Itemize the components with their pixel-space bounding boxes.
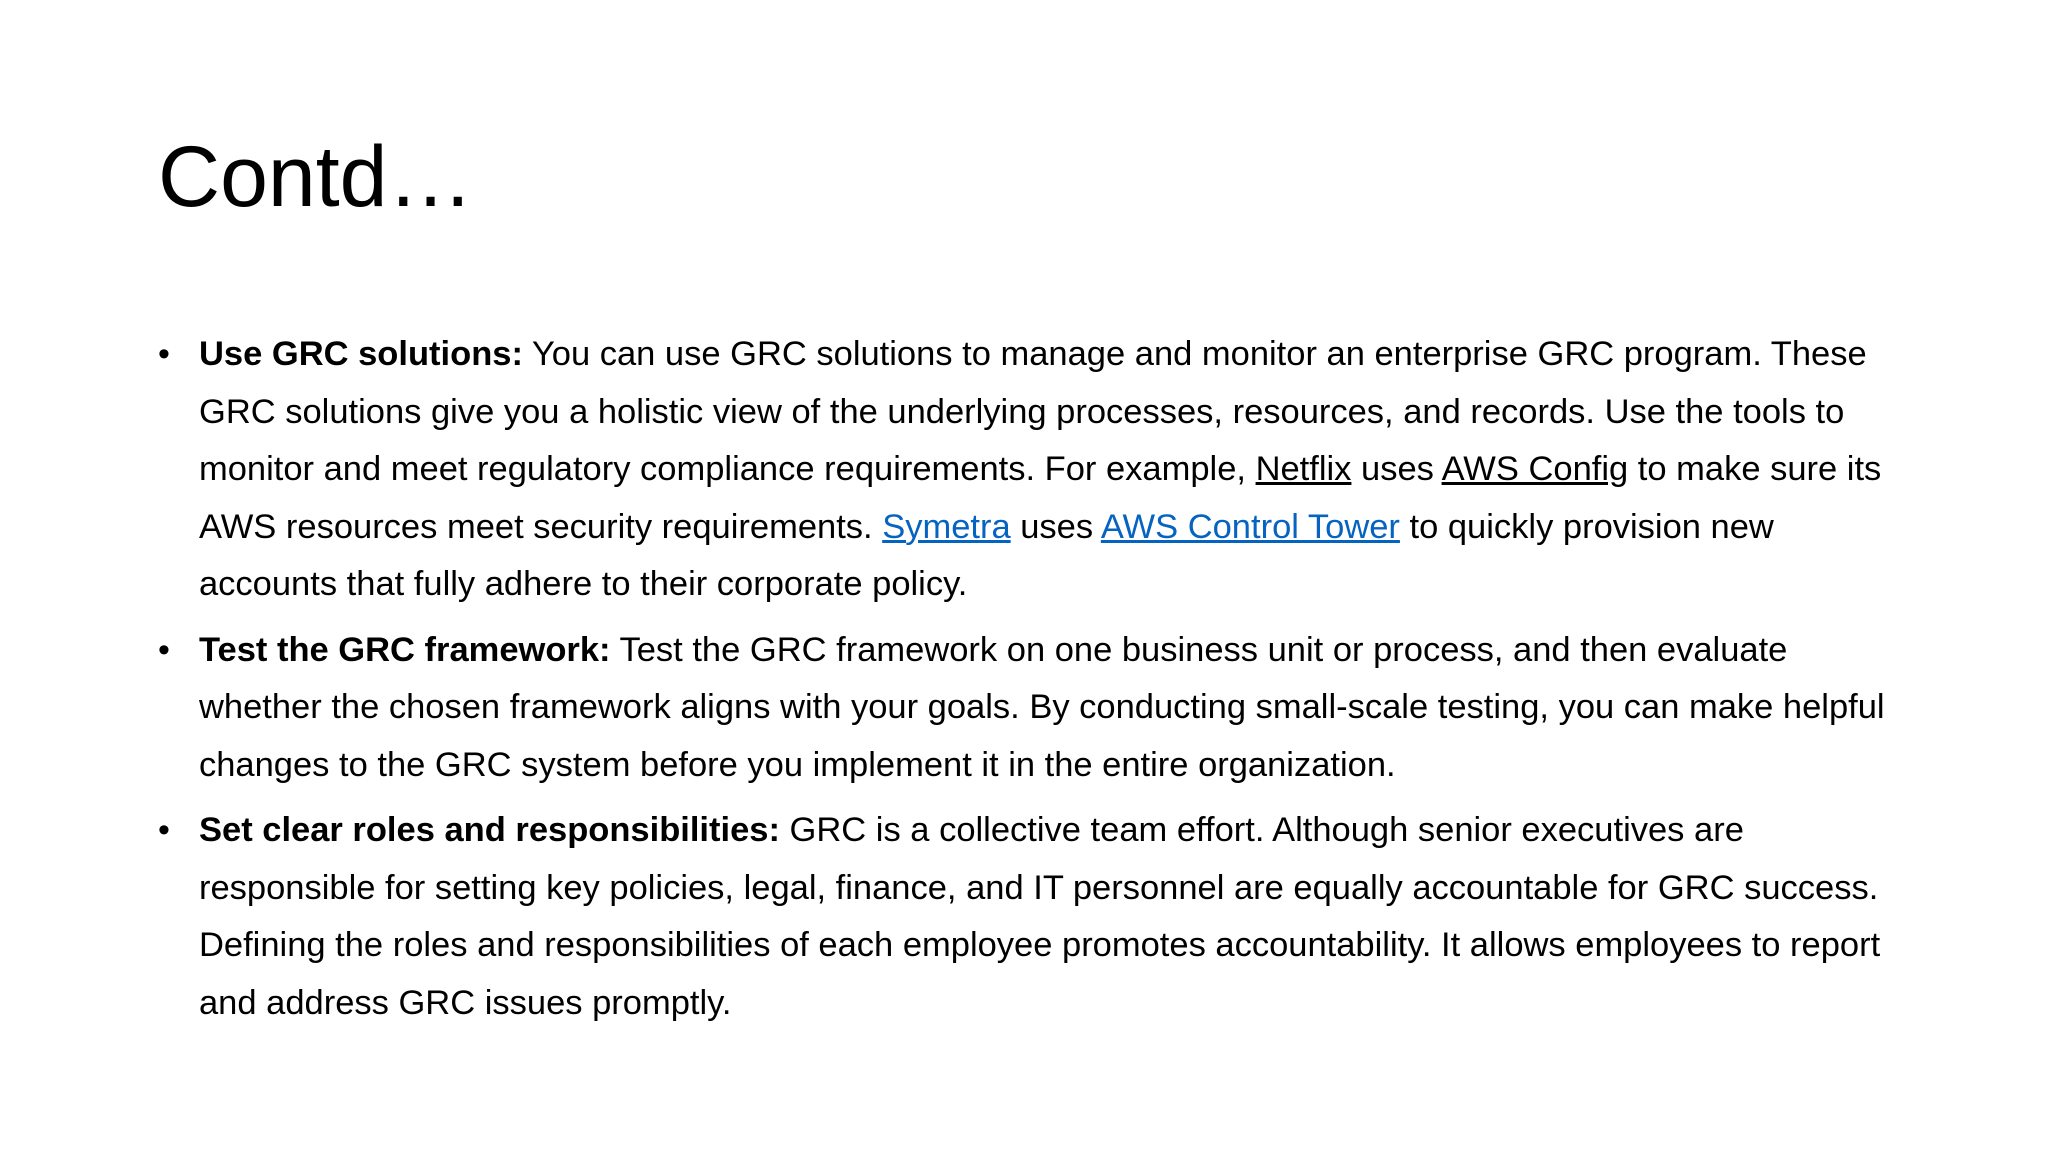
aws-config-link[interactable]: AWS Config <box>1441 450 1629 488</box>
bullet-text: uses <box>1010 507 1101 546</box>
slide-title: Contd… <box>158 129 474 225</box>
bullet-item-use-grc-solutions <box>158 326 1908 614</box>
bullet-dot: • <box>158 811 170 849</box>
bullet-text: to quickly provision new accounts that fully adhere to their corporate policy. <box>199 507 1774 603</box>
bullet-text: uses <box>1351 450 1442 488</box>
bullet-item-test-grc-framework <box>158 622 1908 795</box>
bullet-dot: • <box>158 335 170 373</box>
bullet-lead: Use GRC solutions: <box>199 335 523 373</box>
bullet-lead: Test the GRC framework: <box>199 630 611 669</box>
bullet-lead: Set clear roles and responsibilities: <box>199 811 780 849</box>
bullet-text: to make sure its AWS resources meet security requirements. <box>199 450 1882 546</box>
bullet-text: GRC is a collective team effort. Although senior executives are responsible for setting key policies, legal, finance, and IT personnel are equally accountable for GRC success. Defining the roles and responsibilities of each employee promotes accountability. It allows employees to report and address GRC issues promptly. <box>199 811 1881 1022</box>
symetra-link[interactable]: Symetra <box>882 507 1011 546</box>
bullet-dot: • <box>158 630 170 669</box>
aws-control-tower-link[interactable]: AWS Control Tower <box>1100 507 1400 546</box>
bullet-text: Test the GRC framework on one business unit or process, and then evaluate whether the chosen framework aligns with your goals. By conducting small-scale testing, you can make helpful changes to the GRC system before you implement it in the entire organization. <box>199 630 1885 784</box>
netflix-link[interactable]: Netflix <box>1255 450 1352 488</box>
bullet-item-set-clear-roles <box>158 802 1908 1032</box>
bullet-text: You can use GRC solutions to manage and monitor an enterprise GRC program. These GRC solutions give you a holistic view of the underlying processes, resources, and records. Use the tools to monitor and meet regulatory compliance requirements. For example, <box>199 335 1867 488</box>
bullet-list <box>158 326 1908 1040</box>
